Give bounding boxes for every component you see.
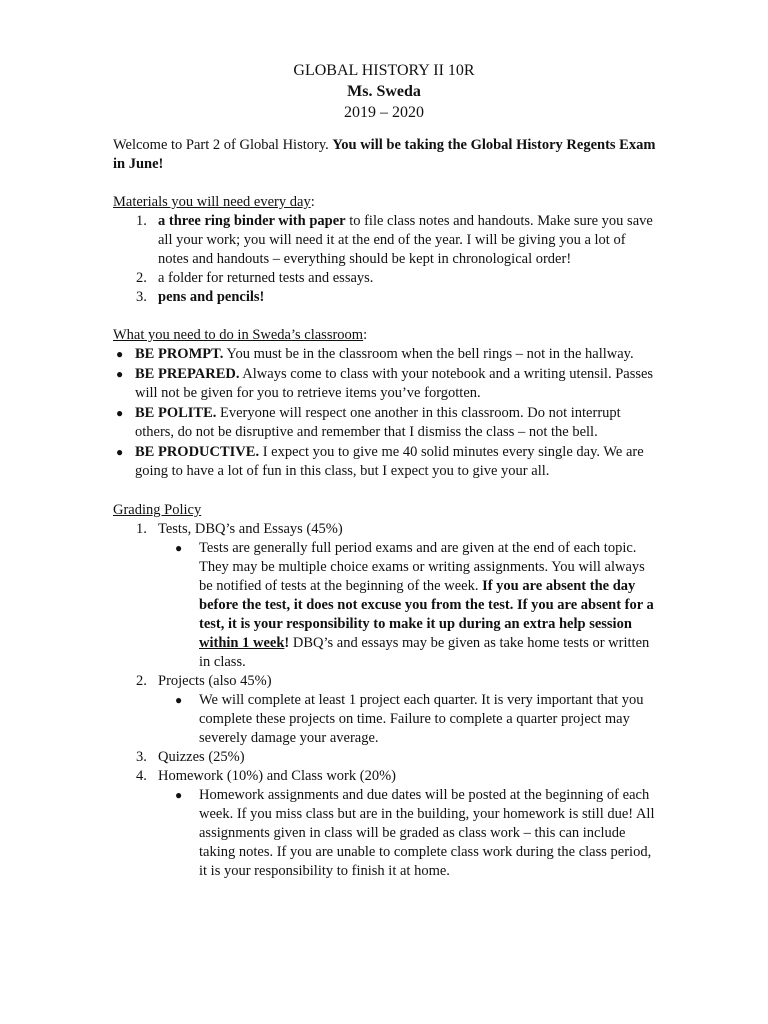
list-item: 3. pens and pencils! (136, 289, 265, 305)
list-item: 2. Projects (also 45%) (136, 673, 272, 689)
list-item: 3. Quizzes (25%) (136, 749, 245, 765)
bullet-icon: ● (116, 367, 124, 381)
grading-heading: Grading Policy (113, 502, 202, 518)
bullet-icon: ● (175, 541, 183, 555)
list-item: ● BE POLITE. Everyone will respect one another in this classroom. Do not interrupt others, do not be disruptive and remember that I dismiss the class – not the bell. (113, 404, 658, 442)
list-item: ● BE PROMPT. You must be in the classroom when the bell rings – not in the hallway. (113, 345, 658, 364)
list-item: 1. a three ring binder with paper to file class notes and handouts. Make sure you save all your work; you will need it at the end of the year. I will be giving you a lot of notes and handouts – everything should be kept in chronological order! (136, 213, 653, 267)
teacher-name: Ms. Sweda (347, 83, 421, 100)
bullet-icon: ● (175, 788, 183, 802)
list-item: 1. Tests, DBQ’s and Essays (45%) (136, 521, 343, 537)
list-item: ● We will complete at least 1 project each quarter. It is very important that you complete these projects on time. Failure to complete a quarter project may severely damage your average. (171, 691, 658, 748)
list-item: ● BE PREPARED. Always come to class with your notebook and a writing utensil. Passes will not be given for you to retrieve items you’ve forgotten. (113, 365, 658, 403)
classroom-rules-list (113, 345, 658, 481)
bullet-icon: ● (116, 445, 124, 459)
list-item: ● Tests are generally full period exams and are given at the end of each topic. They may be multiple choice exams or writing assignments. You will always be notified of tests at the beginning of the week. If you are absent the day before the test, it does not excuse you from the test. If you are absent for a test, it is your responsibility to make it up during an extra help session within 1 week! DBQ’s and essays may be given as take home tests or written in class. (171, 539, 658, 672)
grading-list (113, 520, 658, 881)
document-header (0, 60, 768, 123)
list-item: ● Homework assignments and due dates will be posted at the beginning of each week. If you miss class but are in the building, your homework is still due! All assignments given in class will be graded as class work – this can include taking notes. If you are unable to complete class work during the class period, it is your responsibility to finish it at home. (171, 786, 658, 881)
document-body (113, 136, 658, 881)
course-title: GLOBAL HISTORY II 10R (293, 62, 475, 79)
intro-paragraph: Welcome to Part 2 of Global History. You will be taking the Global History Regents Exam in June! (113, 137, 656, 172)
materials-heading: Materials you will need every day: (113, 194, 315, 210)
bullet-icon: ● (116, 406, 124, 420)
list-item: 4. Homework (10%) and Class work (20%) (136, 768, 396, 784)
list-item: 2. a folder for returned tests and essays. (136, 270, 374, 286)
list-item: ● BE PRODUCTIVE. I expect you to give me 40 solid minutes every single day. We are going to have a lot of fun in this class, but I expect you to give your all. (113, 443, 658, 481)
classroom-heading: What you need to do in Sweda’s classroom: (113, 327, 368, 343)
bullet-icon: ● (175, 693, 183, 707)
bullet-icon: ● (116, 347, 124, 361)
school-year: 2019 – 2020 (344, 104, 424, 121)
materials-list (113, 212, 658, 307)
